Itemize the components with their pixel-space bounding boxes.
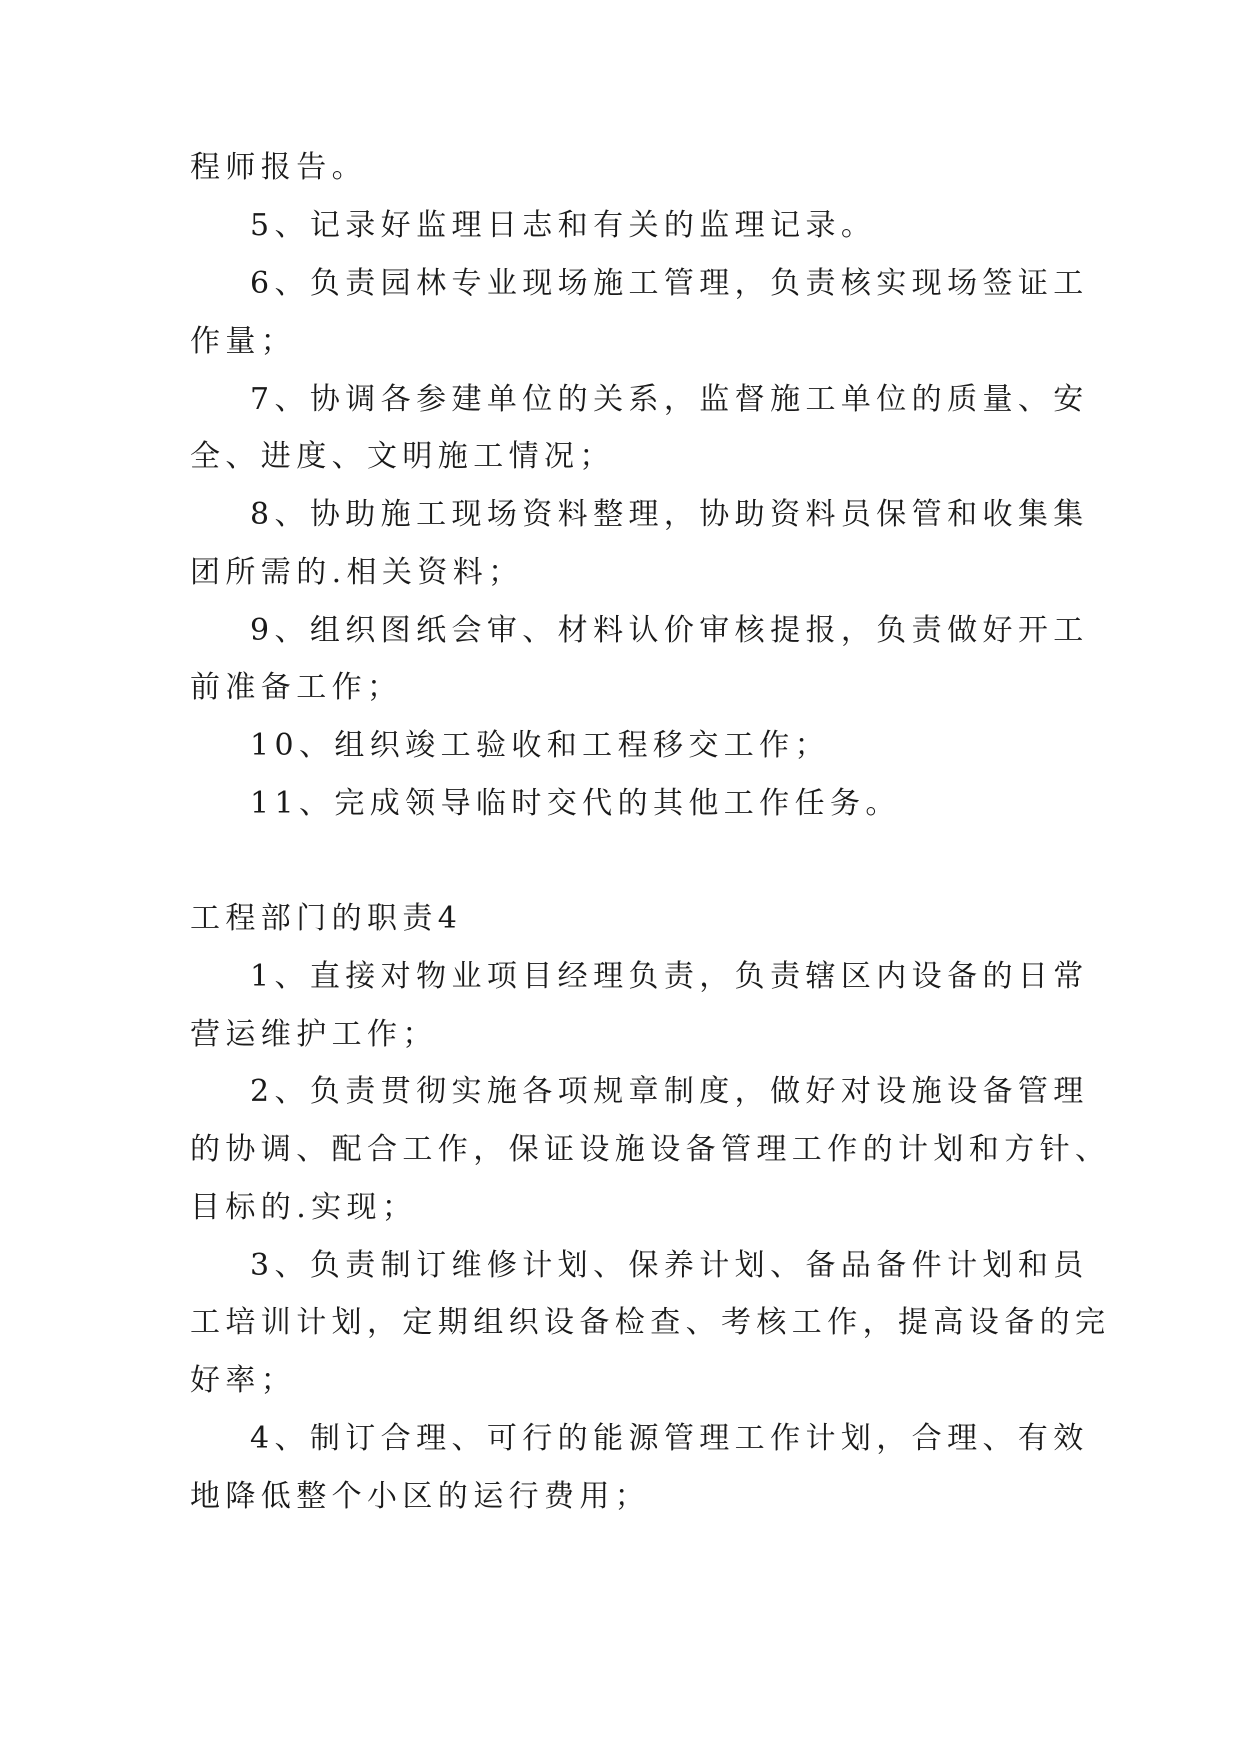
text-line: 地降低整个小区的运行费用； <box>190 1479 651 1514</box>
text-line: 作量； <box>190 324 297 359</box>
text-line: 目标的.实现； <box>190 1190 418 1225</box>
text-line: 6、负责园林专业现场施工管理，负责核实现场签证工 <box>250 266 1089 301</box>
text-line: 3、负责制订维修计划、保养计划、备品备件计划和员 <box>250 1248 1089 1283</box>
text-line: 5、记录好监理日志和有关的监理记录。 <box>250 208 877 243</box>
text-line: 团所需的.相关资料； <box>190 555 524 590</box>
section-heading: 工程部门的职责4 <box>190 901 463 936</box>
text-line: 4、制订合理、可行的能源管理工作计划，合理、有效 <box>250 1421 1089 1456</box>
text-line: 2、负责贯彻实施各项规章制度，做好对设施设备管理 <box>250 1074 1089 1109</box>
text-line: 10、组织竣工验收和工程移交工作； <box>250 728 830 763</box>
text-line: 11、完成领导临时交代的其他工作任务。 <box>250 786 901 821</box>
text-line: 程师报告。 <box>190 150 367 185</box>
text-line: 7、协调各参建单位的关系，监督施工单位的质量、安 <box>250 382 1089 417</box>
text-line: 的协调、配合工作，保证设施设备管理工作的计划和方针、 <box>190 1132 1111 1167</box>
text-line: 1、直接对物业项目经理负责，负责辖区内设备的日常 <box>250 959 1089 994</box>
text-line: 前准备工作； <box>190 670 403 705</box>
text-line: 工培训计划，定期组织设备检查、考核工作，提高设备的完 <box>190 1305 1111 1340</box>
text-line: 8、协助施工现场资料整理，协助资料员保管和收集集 <box>250 497 1089 532</box>
text-line: 9、组织图纸会审、材料认价审核提报，负责做好开工 <box>250 613 1089 648</box>
text-line: 好率； <box>190 1363 297 1398</box>
text-line: 营运维护工作； <box>190 1017 438 1052</box>
text-line: 全、进度、文明施工情况； <box>190 439 615 474</box>
